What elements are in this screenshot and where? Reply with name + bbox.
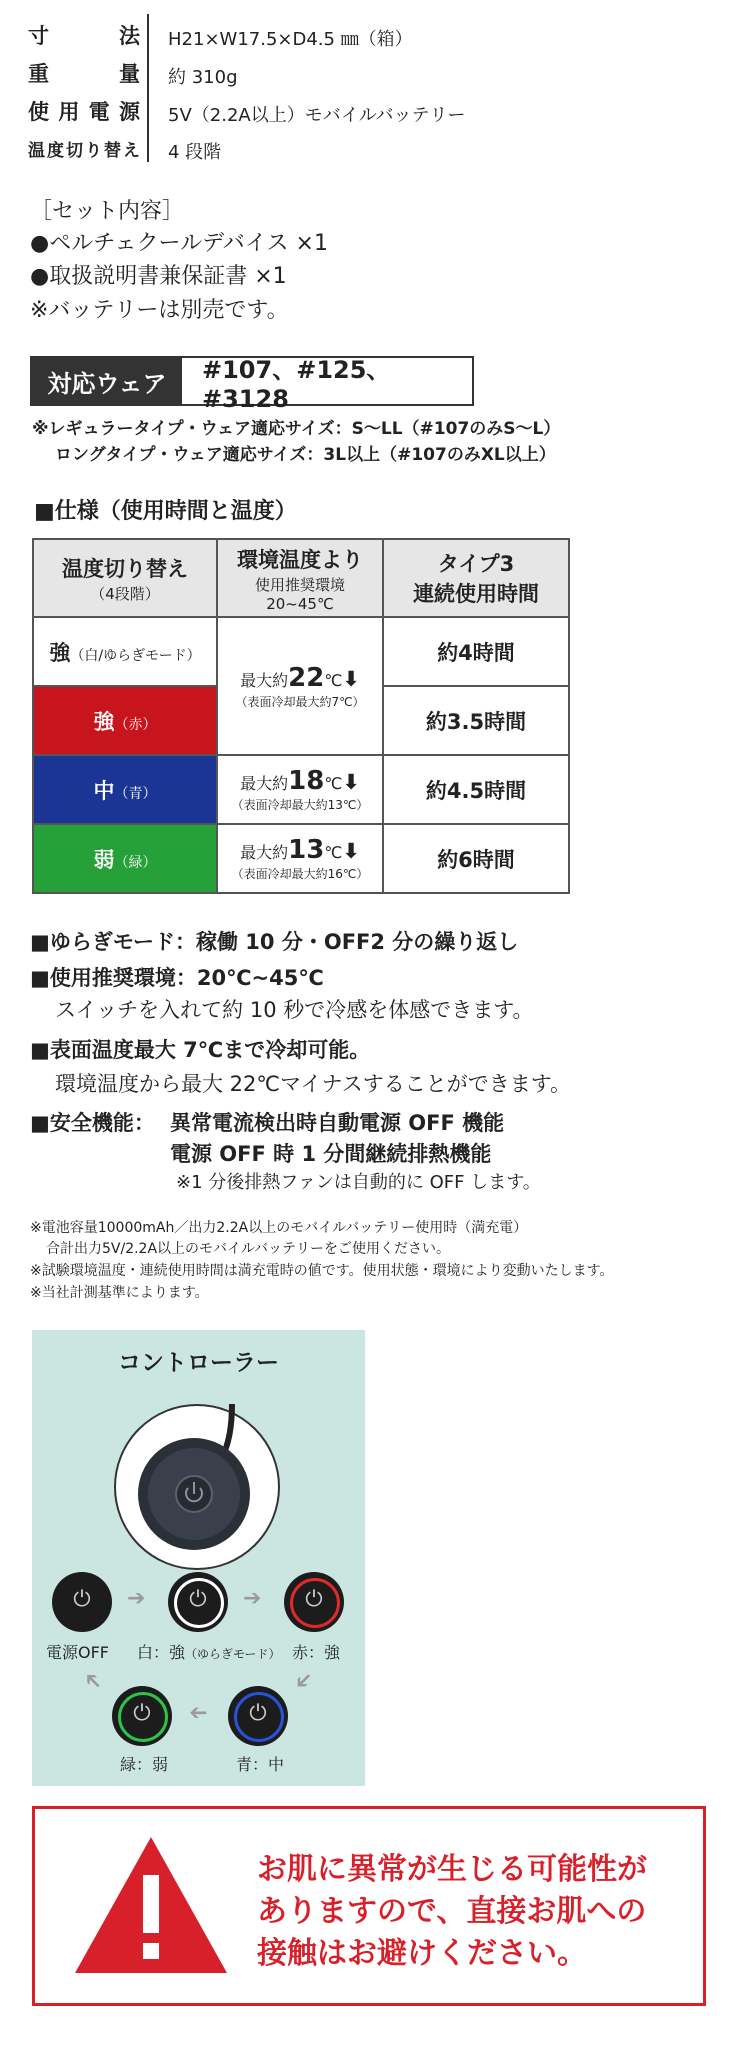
- footnote: ※当社計測基準によります。: [30, 1285, 209, 1301]
- temp-value: 18: [288, 766, 325, 796]
- temp-unit: ℃: [324, 843, 343, 862]
- time-cell: 約4.5時間: [383, 755, 569, 824]
- feature-line: スイッチを入れて約 10 秒で冷感を体感できます。: [55, 998, 534, 1022]
- temp-subtext: （表面冷却最大約16℃）: [231, 867, 369, 881]
- temp-unit: ℃: [324, 670, 343, 690]
- footnote: 合計出力5V/2.2A以上のモバイルバッテリーをご使用ください。: [46, 1241, 451, 1257]
- level-text: 弱: [93, 847, 115, 872]
- usage-table-title: ■仕様（使用時間と温度）: [34, 499, 297, 524]
- state-label: [137, 1640, 281, 1663]
- level-text: 強: [93, 709, 115, 734]
- state-label: 青：中: [236, 1755, 285, 1774]
- feature-line: 電源 OFF 時 1 分間継続排熱機能: [170, 1142, 492, 1166]
- temp-prefix: 最大約: [240, 670, 289, 690]
- set-contents-item: ●ペルチェクールデバイス ×1: [30, 231, 328, 256]
- feature-line: ■安全機能：: [30, 1111, 155, 1135]
- arrow-right-icon: ➔: [243, 1586, 262, 1611]
- footnote: ※試験環境温度・連続使用時間は満充電時の値です。使用状態・環境により変動いたします。: [30, 1263, 614, 1279]
- header-level: [33, 539, 217, 617]
- level-cell: [33, 617, 217, 686]
- level-text: 中: [93, 778, 115, 803]
- feature-line: ※1 分後排熱ファンは自動的に OFF します。: [176, 1172, 541, 1193]
- level-subtext: （緑）: [114, 854, 157, 871]
- white-state-icon: ⏻: [168, 1572, 228, 1632]
- spec-value: 約 310g: [168, 67, 238, 88]
- warning-line: お肌に異常が生じる可能性が: [257, 1852, 647, 1887]
- temp-prefix: 最大約: [240, 843, 289, 862]
- down-arrow-icon: ⬇: [342, 770, 360, 794]
- time-cell: 約3.5時間: [383, 686, 569, 755]
- level-cell: [33, 686, 217, 755]
- spec-row-power: [28, 94, 140, 128]
- temp-unit: ℃: [324, 774, 343, 793]
- level-text: 強: [49, 640, 71, 665]
- header-subtext: 使用推奨環境: [254, 575, 345, 594]
- spec-row-weight: [28, 56, 140, 90]
- state-label: 電源OFF: [46, 1643, 110, 1662]
- spec-label: 使用電源: [28, 100, 140, 124]
- state-label-sub: （ゆらぎモード）: [185, 1647, 281, 1661]
- warning-box: [32, 1806, 706, 2006]
- temp-value: 22: [288, 662, 325, 693]
- down-arrow-icon: ⬇: [342, 839, 360, 863]
- level-subtext: （赤）: [114, 716, 157, 733]
- set-contents-item: ●取扱説明書兼保証書 ×1: [30, 264, 287, 289]
- level-subtext: （青）: [114, 785, 157, 802]
- arrow-left-icon: ➔: [189, 1700, 208, 1725]
- temp-prefix: 最大約: [240, 774, 289, 793]
- ware-label: 対応ウェア: [32, 358, 182, 404]
- controller-panel: [32, 1330, 365, 1786]
- time-cell: 約4時間: [383, 617, 569, 686]
- set-contents-heading: ［セット内容］: [30, 199, 185, 224]
- level-cell: [33, 824, 217, 893]
- spec-label: 温度切り替え: [28, 140, 140, 161]
- footnote: ※電池容量10000mAh／出力2.2A以上のモバイルバッテリー使用時（満充電）: [30, 1220, 528, 1236]
- spec-value: 4 段階: [168, 142, 222, 163]
- temp-cell: [217, 617, 383, 755]
- ware-note: ロングタイプ・ウェア適応サイズ：3L以上（#107のみXL以上）: [55, 445, 556, 465]
- temp-subtext: （表面冷却最大約7℃）: [235, 694, 365, 709]
- power-off-state-icon: ⏻: [52, 1572, 112, 1632]
- spec-divider: [147, 14, 149, 162]
- header-text: 連続使用時間: [413, 582, 539, 606]
- time-cell: 約6時間: [383, 824, 569, 893]
- ware-box: [30, 355, 474, 413]
- set-contents-note: ※バッテリーは別売です。: [30, 298, 289, 323]
- arrow-right-icon: ➔: [127, 1586, 146, 1611]
- temp-value: 13: [288, 835, 325, 865]
- header-text: 温度切り替え: [62, 556, 188, 581]
- down-arrow-icon: ⬇: [342, 666, 360, 691]
- feature-line: ■ゆらぎモード：稼働 10 分・OFF2 分の繰り返し: [30, 930, 519, 954]
- temp-subtext: （表面冷却最大約13℃）: [231, 798, 369, 812]
- temp-cell: [217, 824, 383, 893]
- arrow-down-left-icon: ➔: [287, 1665, 319, 1696]
- feature-line: 異常電流検出時自動電源 OFF 機能: [170, 1111, 505, 1135]
- warning-line: ありますので、直接お肌への: [257, 1894, 647, 1929]
- header-subtext: （4段階）: [90, 584, 160, 603]
- feature-line: ■表面温度最大 7℃まで冷却可能。: [30, 1038, 371, 1062]
- state-label: 緑：弱: [120, 1755, 169, 1774]
- header-subtext: 20~45℃: [266, 594, 334, 613]
- usage-table: [32, 538, 570, 894]
- spec-row-size: [28, 18, 140, 52]
- warning-text: [257, 1849, 687, 1975]
- blue-state-icon: ⏻: [228, 1686, 288, 1746]
- header-time: [383, 539, 569, 617]
- controller-title: コントローラー: [118, 1350, 279, 1376]
- spec-value: 5V（2.2A以上）モバイルバッテリー: [168, 105, 466, 126]
- spec-label: 寸 法: [28, 24, 140, 48]
- warning-line: 接触はお避けください。: [257, 1936, 587, 1971]
- state-label: 赤：強: [292, 1643, 341, 1662]
- ware-note: ※レギュラータイプ・ウェア適応サイズ：S～LL（#107のみS～L）: [32, 419, 561, 439]
- spec-value: H21×W17.5×D4.5 ㎜（箱）: [168, 29, 413, 50]
- table-row: [33, 755, 569, 824]
- feature-line: 環境温度から最大 22℃マイナスすることができます。: [55, 1072, 572, 1096]
- table-row: [33, 824, 569, 893]
- temp-cell: [217, 755, 383, 824]
- level-subtext: （白/ゆらぎモード）: [70, 647, 201, 664]
- feature-line: ■使用推奨環境：20℃~45℃: [30, 966, 324, 990]
- red-state-icon: ⏻: [284, 1572, 344, 1632]
- header-text: タイプ3: [437, 552, 515, 576]
- warning-triangle-icon: [71, 1833, 231, 1978]
- header-temp: [217, 539, 383, 617]
- controller-device-image: [112, 1402, 282, 1572]
- spec-label: 重 量: [28, 62, 140, 86]
- header-text: 環境温度より: [237, 547, 363, 572]
- spec-row-temp-switch: [28, 131, 140, 165]
- state-label-main: 白：強: [137, 1643, 186, 1662]
- level-cell: [33, 755, 217, 824]
- ware-value: #107、#125、#3128: [202, 355, 391, 413]
- green-state-icon: ⏻: [112, 1686, 172, 1746]
- arrow-up-left-icon: ➔: [77, 1665, 109, 1696]
- table-row: [33, 617, 569, 686]
